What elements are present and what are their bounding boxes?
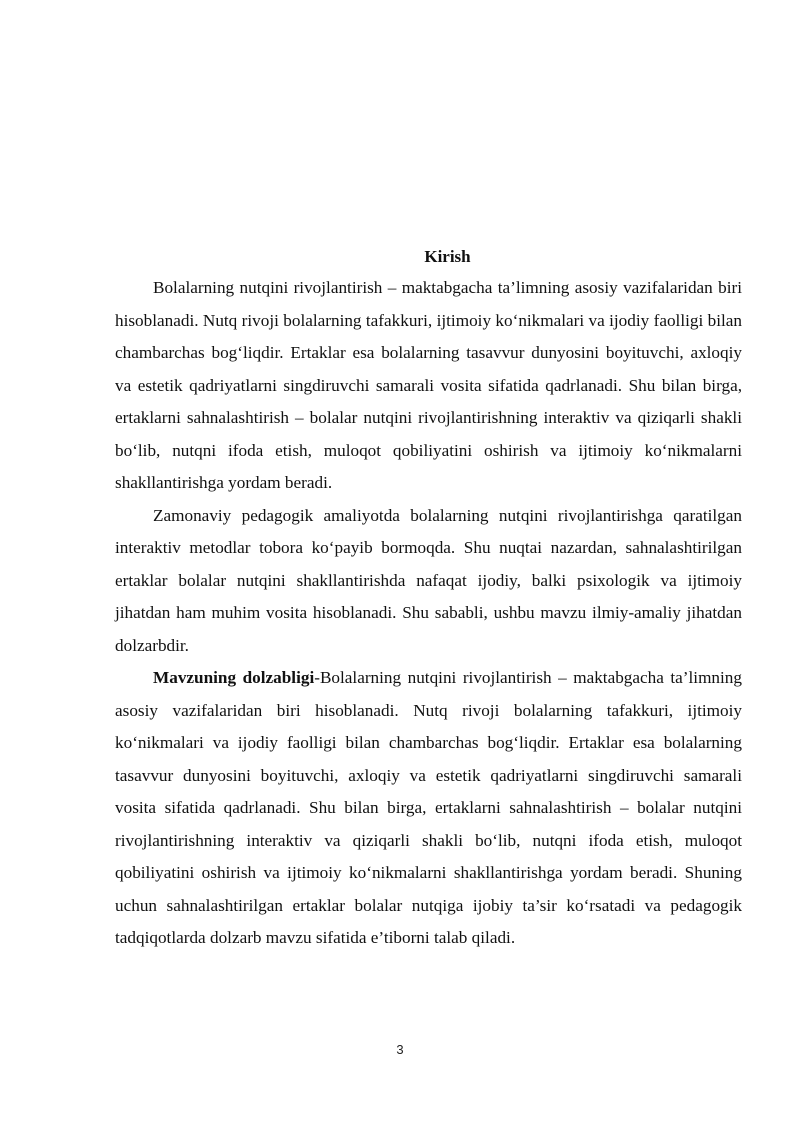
page-number: 3 [396,1042,404,1057]
page-content [115,245,742,955]
intro-paragraph: Bolalarning nutqini rivojlantirish – maktabgacha ta’limning asosiy vazifalaridan biri hisoblanadi. Nutq rivoji bolalarning tafakkuri, ijtimoiy ko‘nikmalari va ijodiy faolligi bilan chambarchas bog‘liqdir. Ertaklar esa bolalarning tasavvur dunyosini boyituvchi, axloqiy va estetik qadriyatlarni singdiruvchi samarali vosita sifatida qadrlanadi. Shu bilan birga, ertaklarni sahnalashtirish – bolalar nutqini rivojlantirishning interaktiv va qiziqarli shakli bo‘lib, nutqni ifoda etish, muloqot qobiliyatini oshirish va ijtimoiy ko‘nikmalarni shakllantirishga yordam beradi. [115,278,742,492]
relevance-paragraph [115,662,742,955]
relevance-heading: Mavzuning dolzabligi [153,668,315,687]
methods-paragraph: Zamonaviy pedagogik amaliyotda bolalarning nutqini rivojlantirishga qaratilgan interaktiv metodlar tobora ko‘payib bormoqda. Shu nuqtai nazardan, sahnalashtirilgan ertaklar bolalar nutqini shakllantirishda nafaqat ijodiy, balki psixologik va ijtimoiy jihatdan ham muhim vosita hisoblanadi. Shu sababli, ushbu mavzu ilmiy-amaliy jihatdan dolzarbdir. [115,505,742,655]
section-title: Kirish [424,247,471,266]
relevance-text: -Bolalarning nutqini rivojlantirish – maktabgacha ta’limning asosiy vazifalaridan biri hisoblanadi. Nutq rivoji bolalarning tafakkuri, ijtimoiy ko‘nikmalari va ijodiy faolligi bilan chambarchas bog‘liqdir. Ertaklar esa bolalarning tasavvur dunyosini boyituvchi, axloqiy va estetik qadriyatlarni singdiruvchi samarali vosita sifatida qadrlanadi. Shu bilan birga, ertaklarni sahnalashtirish – bolalar nutqini rivojlantirishning interaktiv va qiziqarli shakli bo‘lib, nutqni ifoda etish, muloqot qobiliyatini oshirish va ijtimoiy ko‘nikmalarni shakllantirishga yordam beradi. Shuning uchun sahnalashtirilgan ertaklar bolalar nutqiga ijobiy ta’sir ko‘rsatadi va pedagogik tadqiqotlarda dolzarb mavzu sifatida e’tiborni talab qiladi. [115,668,742,947]
